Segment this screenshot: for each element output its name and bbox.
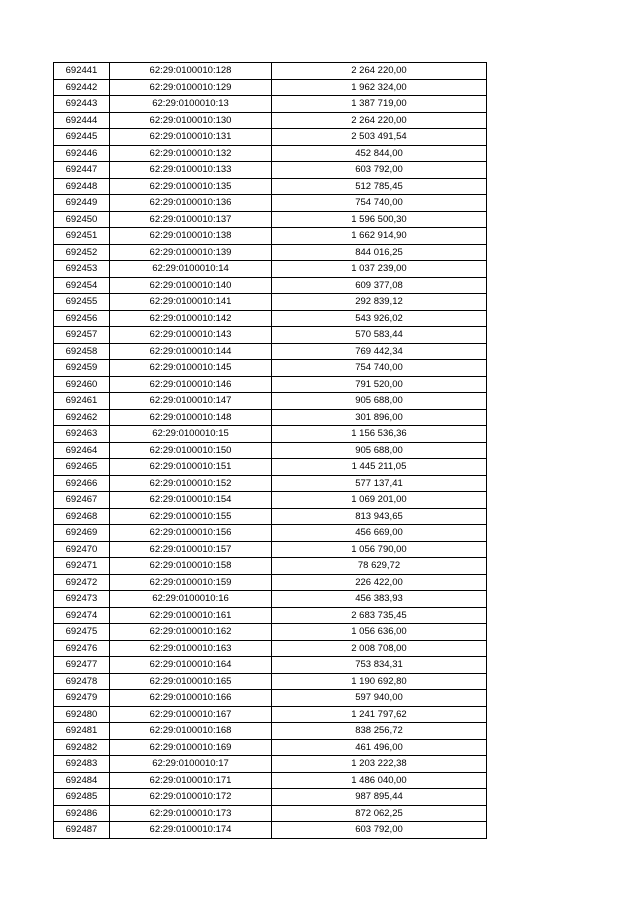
row-id-cell: 692482 <box>54 739 110 756</box>
row-id-cell: 692487 <box>54 822 110 839</box>
row-id-cell: 692470 <box>54 541 110 558</box>
row-id-cell: 692469 <box>54 525 110 542</box>
table-row <box>54 261 487 278</box>
cadastral-number-cell: 62:29:0100010:151 <box>110 459 272 476</box>
table-row <box>54 310 487 327</box>
row-id-cell: 692466 <box>54 475 110 492</box>
table-row <box>54 162 487 179</box>
row-id-cell: 692486 <box>54 805 110 822</box>
row-id-cell: 692451 <box>54 228 110 245</box>
row-id-cell: 692456 <box>54 310 110 327</box>
table-row <box>54 129 487 146</box>
cadastral-value-cell: 905 688,00 <box>272 442 487 459</box>
cadastral-value-cell: 2 683 735,45 <box>272 607 487 624</box>
table-row <box>54 789 487 806</box>
cadastral-number-cell: 62:29:0100010:138 <box>110 228 272 245</box>
cadastral-number-cell: 62:29:0100010:146 <box>110 376 272 393</box>
cadastral-number-cell: 62:29:0100010:148 <box>110 409 272 426</box>
cadastral-value-cell: 577 137,41 <box>272 475 487 492</box>
table-row <box>54 459 487 476</box>
table-row <box>54 607 487 624</box>
cadastral-number-cell: 62:29:0100010:154 <box>110 492 272 509</box>
row-id-cell: 692478 <box>54 673 110 690</box>
cadastral-value-cell: 452 844,00 <box>272 145 487 162</box>
cadastral-number-cell: 62:29:0100010:163 <box>110 640 272 657</box>
cadastral-number-cell: 62:29:0100010:128 <box>110 63 272 80</box>
row-id-cell: 692465 <box>54 459 110 476</box>
cadastral-value-cell: 456 669,00 <box>272 525 487 542</box>
row-id-cell: 692476 <box>54 640 110 657</box>
cadastral-number-cell: 62:29:0100010:166 <box>110 690 272 707</box>
cadastral-value-cell: 2 008 708,00 <box>272 640 487 657</box>
table-row <box>54 690 487 707</box>
row-id-cell: 692442 <box>54 79 110 96</box>
cadastral-number-cell: 62:29:0100010:13 <box>110 96 272 113</box>
cadastral-value-cell: 987 895,44 <box>272 789 487 806</box>
table-row <box>54 327 487 344</box>
cadastral-number-cell: 62:29:0100010:167 <box>110 706 272 723</box>
cadastral-number-cell: 62:29:0100010:174 <box>110 822 272 839</box>
cadastral-value-cell: 597 940,00 <box>272 690 487 707</box>
cadastral-number-cell: 62:29:0100010:141 <box>110 294 272 311</box>
cadastral-value-cell: 1 445 211,05 <box>272 459 487 476</box>
cadastral-value-cell: 1 662 914,90 <box>272 228 487 245</box>
table-row <box>54 640 487 657</box>
cadastral-number-cell: 62:29:0100010:16 <box>110 591 272 608</box>
cadastral-number-cell: 62:29:0100010:152 <box>110 475 272 492</box>
cadastral-value-cell: 1 190 692,80 <box>272 673 487 690</box>
cadastral-number-cell: 62:29:0100010:15 <box>110 426 272 443</box>
row-id-cell: 692467 <box>54 492 110 509</box>
cadastral-value-cell: 838 256,72 <box>272 723 487 740</box>
row-id-cell: 692468 <box>54 508 110 525</box>
cadastral-number-cell: 62:29:0100010:136 <box>110 195 272 212</box>
cadastral-number-cell: 62:29:0100010:155 <box>110 508 272 525</box>
cadastral-number-cell: 62:29:0100010:133 <box>110 162 272 179</box>
cadastral-number-cell: 62:29:0100010:17 <box>110 756 272 773</box>
row-id-cell: 692463 <box>54 426 110 443</box>
cadastral-number-cell: 62:29:0100010:164 <box>110 657 272 674</box>
table-row <box>54 442 487 459</box>
cadastral-number-cell: 62:29:0100010:168 <box>110 723 272 740</box>
document-page <box>53 62 486 839</box>
cadastral-number-cell: 62:29:0100010:145 <box>110 360 272 377</box>
row-id-cell: 692459 <box>54 360 110 377</box>
table-row <box>54 426 487 443</box>
table-row <box>54 360 487 377</box>
cadastral-value-cell: 791 520,00 <box>272 376 487 393</box>
table-row <box>54 376 487 393</box>
cadastral-value-cell: 292 839,12 <box>272 294 487 311</box>
table-row <box>54 63 487 80</box>
cadastral-number-cell: 62:29:0100010:129 <box>110 79 272 96</box>
row-id-cell: 692480 <box>54 706 110 723</box>
cadastral-number-cell: 62:29:0100010:173 <box>110 805 272 822</box>
cadastral-number-cell: 62:29:0100010:169 <box>110 739 272 756</box>
table-row <box>54 822 487 839</box>
row-id-cell: 692461 <box>54 393 110 410</box>
row-id-cell: 692481 <box>54 723 110 740</box>
cadastral-value-cell: 1 156 536,36 <box>272 426 487 443</box>
table-row <box>54 343 487 360</box>
cadastral-number-cell: 62:29:0100010:139 <box>110 244 272 261</box>
table-row <box>54 525 487 542</box>
row-id-cell: 692454 <box>54 277 110 294</box>
table-row <box>54 508 487 525</box>
row-id-cell: 692447 <box>54 162 110 179</box>
row-id-cell: 692445 <box>54 129 110 146</box>
row-id-cell: 692446 <box>54 145 110 162</box>
table-row <box>54 96 487 113</box>
table-row <box>54 112 487 129</box>
cadastral-value-cell: 1 069 201,00 <box>272 492 487 509</box>
row-id-cell: 692472 <box>54 574 110 591</box>
table-row <box>54 178 487 195</box>
row-id-cell: 692453 <box>54 261 110 278</box>
cadastral-number-cell: 62:29:0100010:132 <box>110 145 272 162</box>
row-id-cell: 692473 <box>54 591 110 608</box>
table-row <box>54 393 487 410</box>
cadastral-value-cell: 1 037 239,00 <box>272 261 487 278</box>
cadastral-number-cell: 62:29:0100010:14 <box>110 261 272 278</box>
cadastral-value-cell: 1 241 797,62 <box>272 706 487 723</box>
table-row <box>54 244 487 261</box>
cadastral-number-cell: 62:29:0100010:162 <box>110 624 272 641</box>
cadastral-value-cell: 813 943,65 <box>272 508 487 525</box>
table-row <box>54 558 487 575</box>
cadastral-value-cell: 603 792,00 <box>272 162 487 179</box>
table-row <box>54 79 487 96</box>
cadastral-value-cell: 872 062,25 <box>272 805 487 822</box>
table-row <box>54 211 487 228</box>
row-id-cell: 692455 <box>54 294 110 311</box>
cadastral-value-cell: 301 896,00 <box>272 409 487 426</box>
table-row <box>54 673 487 690</box>
cadastral-value-cell: 1 962 324,00 <box>272 79 487 96</box>
cadastral-value-table <box>53 62 487 839</box>
table-row <box>54 574 487 591</box>
cadastral-value-cell: 1 056 636,00 <box>272 624 487 641</box>
cadastral-number-cell: 62:29:0100010:172 <box>110 789 272 806</box>
cadastral-value-cell: 1 203 222,38 <box>272 756 487 773</box>
cadastral-value-cell: 753 834,31 <box>272 657 487 674</box>
table-row <box>54 591 487 608</box>
cadastral-value-cell: 769 442,34 <box>272 343 487 360</box>
table-row <box>54 657 487 674</box>
cadastral-value-cell: 570 583,44 <box>272 327 487 344</box>
cadastral-value-cell: 754 740,00 <box>272 195 487 212</box>
cadastral-number-cell: 62:29:0100010:144 <box>110 343 272 360</box>
cadastral-value-cell: 905 688,00 <box>272 393 487 410</box>
cadastral-number-cell: 62:29:0100010:143 <box>110 327 272 344</box>
row-id-cell: 692479 <box>54 690 110 707</box>
cadastral-value-cell: 78 629,72 <box>272 558 487 575</box>
cadastral-value-cell: 754 740,00 <box>272 360 487 377</box>
cadastral-number-cell: 62:29:0100010:142 <box>110 310 272 327</box>
table-row <box>54 624 487 641</box>
table-row <box>54 409 487 426</box>
cadastral-number-cell: 62:29:0100010:131 <box>110 129 272 146</box>
cadastral-value-cell: 226 422,00 <box>272 574 487 591</box>
table-row <box>54 805 487 822</box>
cadastral-value-cell: 1 056 790,00 <box>272 541 487 558</box>
cadastral-number-cell: 62:29:0100010:161 <box>110 607 272 624</box>
row-id-cell: 692443 <box>54 96 110 113</box>
row-id-cell: 692448 <box>54 178 110 195</box>
table-row <box>54 277 487 294</box>
table-row <box>54 723 487 740</box>
cadastral-number-cell: 62:29:0100010:135 <box>110 178 272 195</box>
row-id-cell: 692457 <box>54 327 110 344</box>
row-id-cell: 692471 <box>54 558 110 575</box>
cadastral-number-cell: 62:29:0100010:140 <box>110 277 272 294</box>
cadastral-value-cell: 844 016,25 <box>272 244 487 261</box>
row-id-cell: 692444 <box>54 112 110 129</box>
cadastral-number-cell: 62:29:0100010:137 <box>110 211 272 228</box>
cadastral-number-cell: 62:29:0100010:171 <box>110 772 272 789</box>
table-row <box>54 475 487 492</box>
cadastral-number-cell: 62:29:0100010:156 <box>110 525 272 542</box>
row-id-cell: 692464 <box>54 442 110 459</box>
row-id-cell: 692449 <box>54 195 110 212</box>
cadastral-value-cell: 461 496,00 <box>272 739 487 756</box>
cadastral-number-cell: 62:29:0100010:159 <box>110 574 272 591</box>
table-row <box>54 492 487 509</box>
cadastral-value-cell: 2 264 220,00 <box>272 112 487 129</box>
cadastral-value-cell: 2 503 491,54 <box>272 129 487 146</box>
row-id-cell: 692460 <box>54 376 110 393</box>
cadastral-number-cell: 62:29:0100010:165 <box>110 673 272 690</box>
cadastral-value-cell: 1 486 040,00 <box>272 772 487 789</box>
row-id-cell: 692462 <box>54 409 110 426</box>
table-row <box>54 706 487 723</box>
cadastral-value-cell: 603 792,00 <box>272 822 487 839</box>
cadastral-number-cell: 62:29:0100010:147 <box>110 393 272 410</box>
row-id-cell: 692475 <box>54 624 110 641</box>
row-id-cell: 692450 <box>54 211 110 228</box>
row-id-cell: 692452 <box>54 244 110 261</box>
cadastral-value-cell: 1 387 719,00 <box>272 96 487 113</box>
cadastral-value-cell: 609 377,08 <box>272 277 487 294</box>
table-row <box>54 294 487 311</box>
table-row <box>54 772 487 789</box>
table-row <box>54 195 487 212</box>
row-id-cell: 692441 <box>54 63 110 80</box>
row-id-cell: 692474 <box>54 607 110 624</box>
cadastral-value-cell: 512 785,45 <box>272 178 487 195</box>
cadastral-number-cell: 62:29:0100010:150 <box>110 442 272 459</box>
row-id-cell: 692483 <box>54 756 110 773</box>
table-row <box>54 739 487 756</box>
row-id-cell: 692458 <box>54 343 110 360</box>
cadastral-number-cell: 62:29:0100010:158 <box>110 558 272 575</box>
table-row <box>54 541 487 558</box>
cadastral-value-cell: 2 264 220,00 <box>272 63 487 80</box>
row-id-cell: 692484 <box>54 772 110 789</box>
cadastral-value-cell: 1 596 500,30 <box>272 211 487 228</box>
cadastral-value-cell: 543 926,02 <box>272 310 487 327</box>
table-row <box>54 228 487 245</box>
cadastral-value-cell: 456 383,93 <box>272 591 487 608</box>
table-body <box>54 63 487 839</box>
row-id-cell: 692477 <box>54 657 110 674</box>
cadastral-number-cell: 62:29:0100010:157 <box>110 541 272 558</box>
row-id-cell: 692485 <box>54 789 110 806</box>
table-row <box>54 756 487 773</box>
cadastral-number-cell: 62:29:0100010:130 <box>110 112 272 129</box>
table-row <box>54 145 487 162</box>
